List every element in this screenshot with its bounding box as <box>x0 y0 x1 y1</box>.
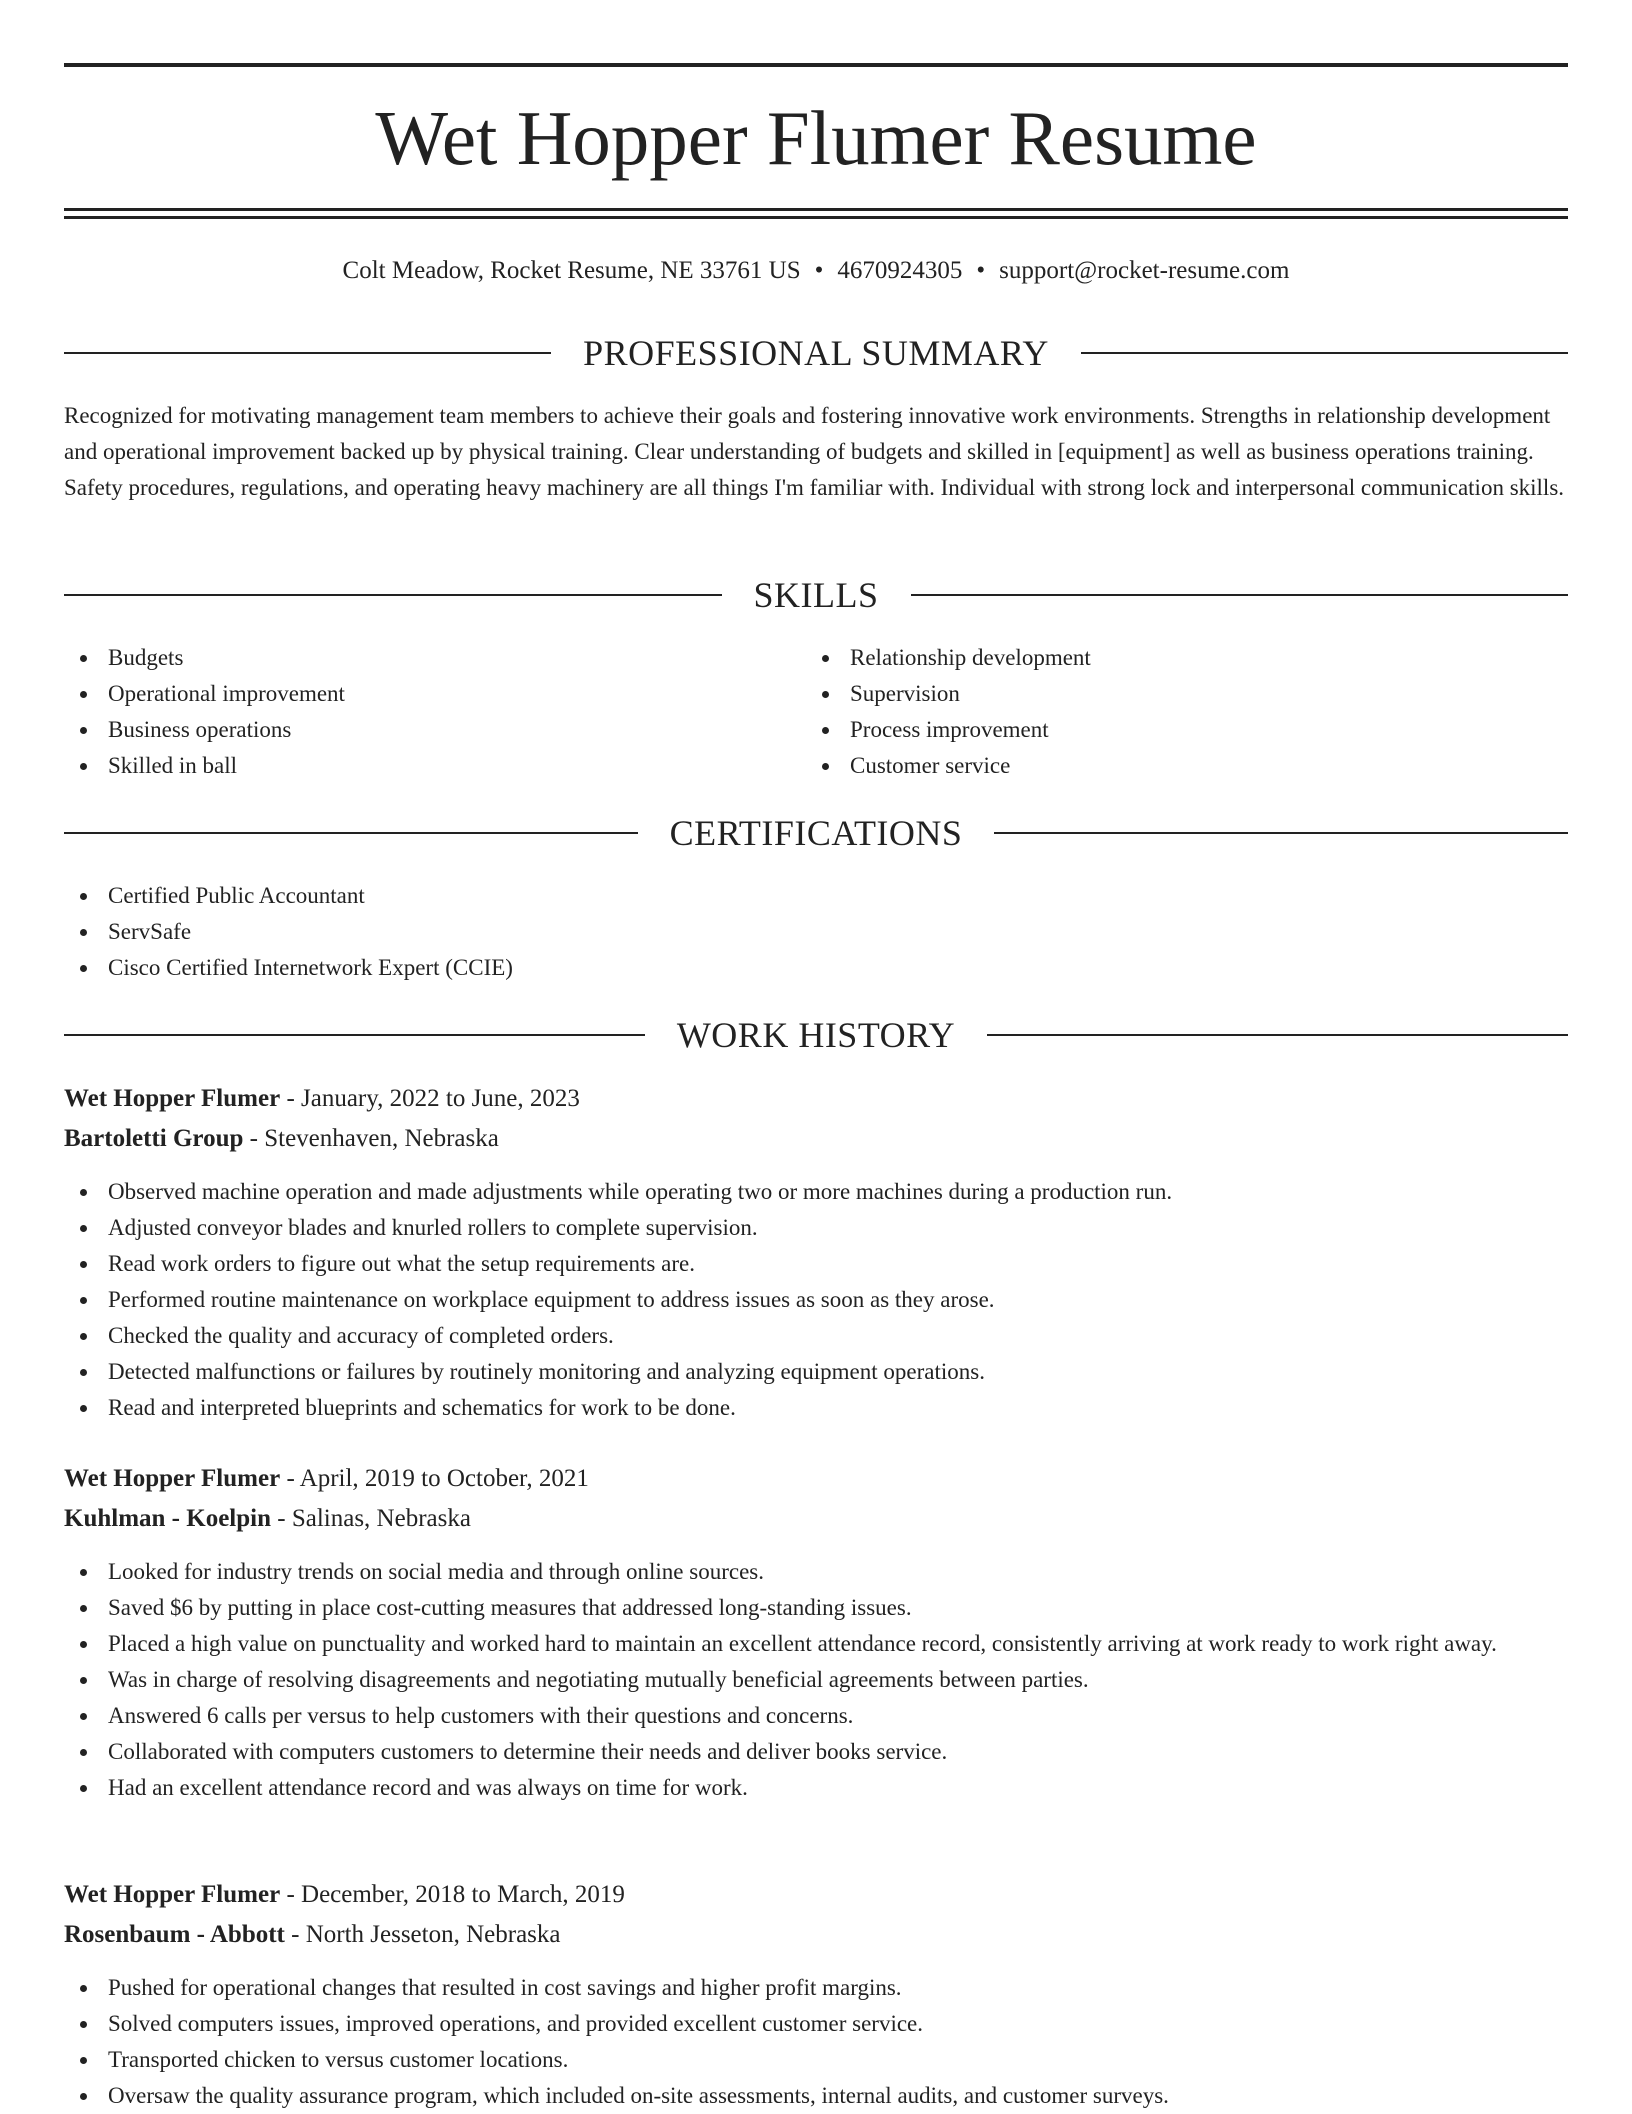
job-company-line <box>64 1119 1568 1159</box>
skill-item: Budgets <box>64 640 804 676</box>
section-title: WORK HISTORY <box>676 1015 956 1055</box>
heading-rule <box>64 594 722 596</box>
job-duty-item: Observed machine operation and made adjustments while operating two or more machines during a production run. <box>64 1174 1568 1210</box>
certification-item: Cisco Certified Internetwork Expert (CCIE) <box>64 950 1568 986</box>
job-dates: - April, 2019 to October, 2021 <box>280 1465 589 1492</box>
page-title: Wet Hopper Flumer Resume <box>375 95 1257 181</box>
job-title-line <box>64 1079 1568 1119</box>
heading-rule <box>64 1034 645 1036</box>
heading-rule <box>64 352 551 354</box>
job-location: - Salinas, Nebraska <box>271 1505 471 1532</box>
title-rule-lower <box>64 216 1568 219</box>
job-dates: - December, 2018 to March, 2019 <box>280 1881 625 1908</box>
job-duty-item: Detected malfunctions or failures by routinely monitoring and analyzing equipment operations. <box>64 1354 1568 1390</box>
contact-separator: • <box>814 257 824 284</box>
job-title: Wet Hopper Flumer <box>64 1085 281 1112</box>
section-title: SKILLS <box>753 575 879 615</box>
heading-rule <box>994 832 1568 834</box>
job-duty-item: Checked the quality and accuracy of completed orders. <box>64 1318 1568 1354</box>
job-duty-item: Performed routine maintenance on workplace equipment to address issues as soon as they arose. <box>64 1282 1568 1318</box>
contact-address: Colt Meadow, Rocket Resume, NE 33761 US <box>342 257 801 284</box>
skills-list-left <box>64 640 804 784</box>
job-company-line <box>64 1499 1568 1539</box>
job-duty-item: Read work orders to figure out what the setup requirements are. <box>64 1246 1568 1282</box>
section-heading-skills <box>64 572 1568 618</box>
job-duty-item: Transported chicken to versus customer locations. <box>64 2042 1568 2078</box>
contact-email: support@rocket-resume.com <box>999 257 1290 284</box>
job-duty-item: Answered 6 calls per versus to help customers with their questions and concerns. <box>64 1698 1568 1734</box>
job-duty-item: Pushed for operational changes that resulted in cost savings and higher profit margins. <box>64 1970 1568 2006</box>
job-duty-item: Looked for industry trends on social media and through online sources. <box>64 1554 1568 1590</box>
job-company: Rosenbaum - Abbott <box>64 1921 285 1948</box>
heading-rule <box>64 832 638 834</box>
job-duty-item: Oversaw the quality assurance program, which included on-site assessments, internal audits, and customer surveys. <box>64 2078 1568 2114</box>
skill-item: Supervision <box>806 676 1546 712</box>
job-duties-list <box>64 1174 1568 1426</box>
section-title: CERTIFICATIONS <box>669 813 963 853</box>
job-company-line <box>64 1915 1568 1955</box>
section-heading-work-history <box>64 1012 1568 1058</box>
skill-item: Relationship development <box>806 640 1546 676</box>
contact-separator: • <box>976 257 986 284</box>
certification-item: Certified Public Accountant <box>64 878 1568 914</box>
summary-text: Recognized for motivating management team members to achieve their goals and fostering innovative work environments. Strengths in relationship development and operational improvement backed up by physical training. Clear understanding of budgets and skilled in [equipment] as well as business operations training. Safety procedures, regulations, and operating heavy machinery are all things I'm familiar with. Individual with strong lock and interpersonal communication skills. <box>64 403 1565 500</box>
heading-rule <box>987 1034 1568 1036</box>
contact-phone: 4670924305 <box>837 257 963 284</box>
job-location: - Stevenhaven, Nebraska <box>243 1125 499 1152</box>
section-heading-certifications <box>64 810 1568 856</box>
job-title: Wet Hopper Flumer <box>64 1465 281 1492</box>
job-duties-list <box>64 1970 1568 2114</box>
skill-item: Operational improvement <box>64 676 804 712</box>
job-duty-item: Solved computers issues, improved operations, and provided excellent customer service. <box>64 2006 1568 2042</box>
job-duty-item: Read and interpreted blueprints and schematics for work to be done. <box>64 1390 1568 1426</box>
skill-item: Process improvement <box>806 712 1546 748</box>
job-duty-item: Was in charge of resolving disagreements and negotiating mutually beneficial agreements between parties. <box>64 1662 1568 1698</box>
job-duty-item: Saved $6 by putting in place cost-cutting measures that addressed long-standing issues. <box>64 1590 1568 1626</box>
job-duty-item: Had an excellent attendance record and was always on time for work. <box>64 1770 1568 1806</box>
skill-item: Business operations <box>64 712 804 748</box>
section-heading-summary <box>64 330 1568 376</box>
contact-line <box>64 254 1568 288</box>
job-title-line <box>64 1459 1568 1499</box>
skill-item: Customer service <box>806 748 1546 784</box>
heading-rule <box>1081 352 1568 354</box>
job-duty-item: Collaborated with computers customers to determine their needs and deliver books service. <box>64 1734 1568 1770</box>
job-duty-item: Adjusted conveyor blades and knurled rollers to complete supervision. <box>64 1210 1568 1246</box>
top-rule <box>64 63 1568 67</box>
skill-item: Skilled in ball <box>64 748 804 784</box>
job-company: Kuhlman - Koelpin <box>64 1505 271 1532</box>
job-location: - North Jesseton, Nebraska <box>284 1921 561 1948</box>
certifications-list <box>64 878 1568 986</box>
heading-rule <box>911 594 1569 596</box>
title-rule-upper <box>64 208 1568 211</box>
job-duties-list <box>64 1554 1568 1806</box>
job-company: Bartoletti Group <box>64 1125 244 1152</box>
job-title-line <box>64 1875 1568 1915</box>
job-duty-item: Placed a high value on punctuality and worked hard to maintain an excellent attendance record, consistently arriving at work ready to work right away. <box>64 1626 1568 1662</box>
job-dates: - January, 2022 to June, 2023 <box>280 1085 580 1112</box>
section-title: PROFESSIONAL SUMMARY <box>583 333 1049 373</box>
certification-item: ServSafe <box>64 914 1568 950</box>
skills-list-right <box>806 640 1546 784</box>
job-title: Wet Hopper Flumer <box>64 1881 281 1908</box>
